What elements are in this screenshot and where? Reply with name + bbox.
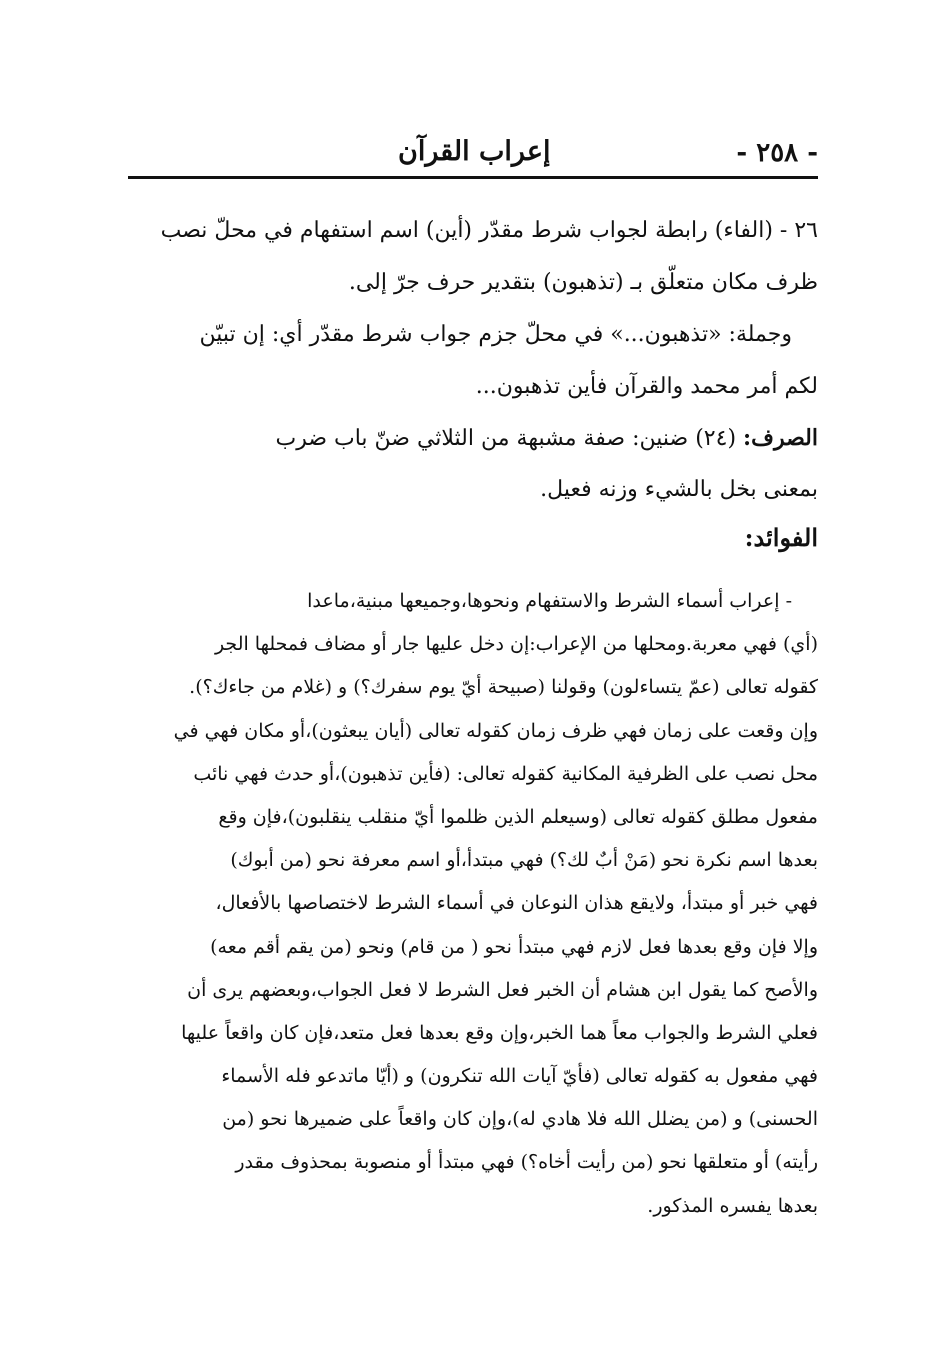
text-line: وجملة: «تذهبون...» في محلّ جزم جواب شرط مقدّر أي: إن تبيّن [199,322,792,347]
fawaid-body [128,580,818,1228]
text-line: رأيته) أو متعلقها نحو (من رأيت أخاه؟) فهي مبتدأ أو منصوبة بمحذوف مقدر [235,1151,818,1174]
text-line: محل نصب على الظرفية المكانية كقوله تعالى: (فأين تذهبون)،أو حدث فهي نائب [193,762,818,785]
text-line: - إعراب أسماء الشرط والاستفهام ونحوها،وجميعها مبنية،ماعدا [307,590,792,612]
text-line: ظرف مكان متعلّق بـ (تذهبون) بتقدير حرف جرّ إلى. [348,270,818,295]
text-line: فهي خبر أو مبتدأ، ولايقع هذان النوعان في أسماء الشرط لاختصاصها بالأفعال، [215,892,818,915]
verse-26-analysis [128,205,818,413]
text-line: والأصح كما يقول ابن هشام أن الخبر فعل الشرط لا فعل الجواب،وبعضهم يرى أن [187,978,818,1001]
page-header [128,130,818,176]
header-rule [128,176,818,179]
fawaid-heading [128,518,818,558]
text-line: بعدها يفسره المذكور. [647,1194,818,1217]
sarf-text: (٢٤) ضنين: صفة مشبهة من الثلاثي ضنّ باب ضرب [275,426,737,451]
text-line: مفعول مطلق كقوله تعالى (وسيعلم الذين ظلموا أيّ منقلب ينقلبون)،فإن وقع [218,805,818,828]
text-line: (أي) فهي معربة.ومحلها من الإعراب:إن دخل عليها جار أو مضاف فمحلها الجر [214,633,818,656]
text-line: فهي مفعول به كقوله تعالى (فأيّ آيات الله تنكرون) و (أيّا ماتدعو فله الأسماء [221,1065,818,1088]
sarf-section [128,412,818,516]
page-number: - ٢٥٨ - [736,138,818,168]
text-line: وإن وقعت على زمان فهي ظرف زمان كقوله تعالى (أيان يبعثون)،أو مكان فهي في [173,719,818,742]
text-line [128,412,818,464]
text-line: ٢٦ - (الفاء) رابطة لجواب شرط مقدّر (أين) اسم استفهام في محلّ نصب [160,218,818,243]
text-line: بعدها اسم نكرة نحو (مَنْ أبٌ لك؟) فهي مبتدأ،أو اسم معرفة نحو (من أبوك) [230,849,818,872]
text-line: لكم أمر محمد والقرآن فأين تذهبون... [475,374,818,399]
text-line: فعلي الشرط والجواب معاً هما الخبر،وإن وقع بعدها فعل متعد،فإن كان واقعاً عليها [181,1021,818,1044]
text-line: الحسنى) و (من يضلل الله فلا هادي له)،وإن كان واقعاً على ضميرها نحو (من [222,1108,818,1131]
sarf-label: الصرف: [743,425,818,451]
running-title: إعراب القرآن [398,136,551,167]
text-line: بمعنى بخل بالشيء وزنه فعيل. [540,477,818,502]
heading-text: الفوائد: [744,523,818,552]
text-line: وإلا فإن وقع بعدها فعل لازم فهي مبتدأ نحو ( من قام) ونحو (من يقم أقم معه) [210,935,818,958]
text-line: كقوله تعالى (عمّ يتساءلون) وقولنا (صبيحة أيّ يوم سفرك؟) و (غلام من جاءك؟). [189,676,818,699]
